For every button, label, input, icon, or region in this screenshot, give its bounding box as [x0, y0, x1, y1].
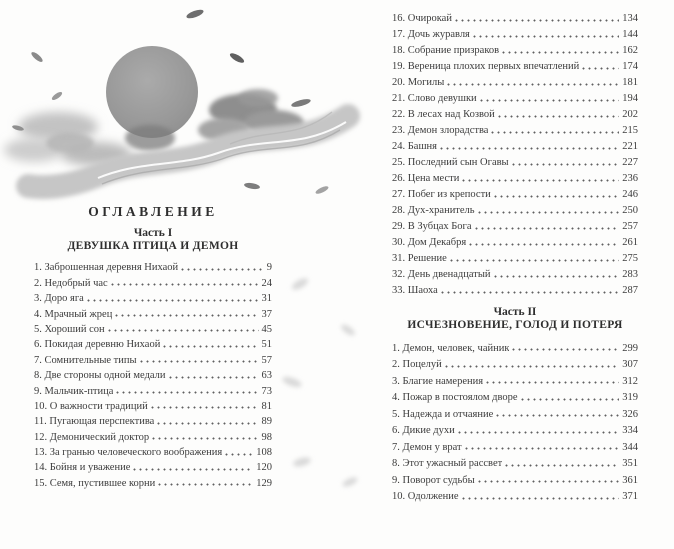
- toc-entry-page: 24: [261, 277, 272, 289]
- toc-entry-page: 371: [622, 491, 638, 502]
- toc-entry-title: 8. Две стороны одной медали: [34, 370, 166, 382]
- dot-leader: [494, 275, 620, 278]
- toc-entry: [392, 24, 638, 40]
- toc-entry-title: 12. Демонический доктор: [34, 431, 150, 443]
- toc-entry-page: 215: [622, 125, 638, 136]
- dot-leader: [521, 398, 620, 401]
- part2-label: Часть II: [493, 306, 537, 318]
- toc-entry-page: 37: [261, 308, 272, 320]
- toc-entry: [34, 366, 272, 381]
- cloud-icons-left: [4, 112, 132, 166]
- toc-entry-title: 32. День двенадцатый: [392, 269, 491, 280]
- toc-entry-title: 26. Цена мести: [392, 173, 460, 184]
- toc-entry: [34, 458, 272, 473]
- toc-entry: [392, 354, 638, 371]
- toc-entry-title: 27. Побег из крепости: [392, 189, 491, 200]
- toc-entry-page: 275: [622, 253, 638, 264]
- toc-entry-title: 17. Дочь журавля: [392, 29, 470, 40]
- toc-entry-title: 1. Заброшенная деревня Нихаой: [34, 262, 179, 274]
- toc-entry-title: 13. За гранью человеческого воображения: [34, 447, 223, 459]
- toc-entry-page: 246: [622, 189, 638, 200]
- toc-entry-page: 287: [622, 285, 638, 296]
- toc-entry-title: 3. Доро яга: [34, 293, 84, 305]
- dot-leader: [465, 447, 620, 450]
- toc-entry: [392, 248, 638, 264]
- toc-entry: [392, 72, 638, 88]
- toc-entry-page: 202: [622, 109, 638, 120]
- toc-entry: [34, 443, 272, 458]
- dot-leader: [115, 314, 258, 317]
- dot-leader: [152, 437, 258, 440]
- dot-leader: [458, 431, 620, 434]
- dot-leader: [502, 51, 619, 54]
- toc-entry-page: 9: [266, 262, 272, 274]
- dot-leader: [582, 67, 619, 70]
- toc-entry-page: 98: [261, 431, 272, 443]
- dot-leader: [445, 365, 620, 368]
- toc-entry-title: 23. Демон злорадства: [392, 125, 489, 136]
- dot-leader: [133, 468, 253, 471]
- toc-entry: [34, 412, 272, 427]
- dot-leader: [505, 464, 619, 467]
- dot-leader: [169, 376, 259, 379]
- toc-entry: [392, 216, 638, 232]
- toc-entry-page: 81: [261, 400, 272, 412]
- dot-leader: [480, 99, 620, 102]
- dot-leader: [181, 268, 264, 271]
- toc-entry-title: 10. Одолжение: [392, 491, 459, 502]
- toc-entry: [392, 200, 638, 216]
- toc-entry-title: 31. Решение: [392, 253, 447, 264]
- dot-leader: [486, 381, 619, 384]
- toc-entry-page: 250: [622, 205, 638, 216]
- right-page: [392, 8, 638, 502]
- toc-entry: [34, 473, 272, 488]
- toc-entry-title: 30. Дом Декабря: [392, 237, 467, 248]
- toc-entry-page: 108: [256, 447, 272, 459]
- toc-entry-page: 63: [261, 370, 272, 382]
- toc-entry-title: 18. Собрание призраков: [392, 45, 500, 56]
- toc-entry-page: 299: [622, 342, 638, 354]
- toc-entry-title: 5. Хороший сон: [34, 323, 105, 335]
- toc-entry-title: 4. Мрачный жрец: [34, 308, 113, 320]
- toc-entry-page: 307: [622, 359, 638, 370]
- toc-entry-title: 20. Могилы: [392, 77, 445, 88]
- toc-list-part1: [34, 258, 272, 489]
- toc-entry-page: 51: [261, 339, 272, 351]
- toc-entry: [392, 120, 638, 136]
- dot-leader: [512, 348, 619, 351]
- toc-entry-title: 29. В Зубцах Бога: [392, 221, 472, 232]
- toc-entry: [392, 280, 638, 296]
- toc-entry-title: 25. Последний сын Огавы: [392, 157, 509, 168]
- dot-leader: [151, 406, 259, 409]
- toc-entry-page: 326: [622, 408, 638, 420]
- toc-entry-title: 16. Очирокай: [392, 13, 452, 24]
- toc-entry: [392, 403, 638, 420]
- dot-leader: [441, 291, 619, 294]
- leaf-icons: [12, 8, 330, 195]
- toc-entry-page: 261: [622, 237, 638, 248]
- toc-entry-page: 351: [622, 458, 638, 469]
- toc-entry: [34, 427, 272, 442]
- toc-entry-title: 5. Надежда и отчаяние: [392, 408, 494, 420]
- toc-entry: [34, 304, 272, 319]
- dot-leader: [462, 179, 619, 182]
- toc-entry-page: 181: [622, 77, 638, 88]
- toc-entry-title: 10. О важности традиций: [34, 400, 148, 412]
- toc-entry: [34, 258, 272, 273]
- toc-entry: [392, 56, 638, 72]
- toc-entry-page: 89: [261, 416, 272, 428]
- toc-entry-page: 144: [622, 29, 638, 40]
- toc-entry-title: 14. Бойня и уважение: [34, 462, 131, 474]
- toc-entry-page: 221: [622, 141, 638, 152]
- toc-entry-page: 174: [622, 61, 638, 72]
- toc-entry-page: 361: [622, 474, 638, 486]
- part2-title: ИСЧЕЗНОВЕНИЕ, ГОЛОД И ПОТЕРЯ: [407, 319, 623, 331]
- toc-heading: ОГЛАВЛЕНИЕ: [88, 204, 218, 219]
- toc-entry: [392, 370, 638, 387]
- toc-entry: [392, 337, 638, 354]
- dot-leader: [225, 453, 253, 456]
- part1-label: Часть I: [133, 227, 173, 239]
- dot-leader: [494, 195, 619, 198]
- dot-leader: [450, 259, 619, 262]
- toc-entry-title: 11. Пугающая перспектива: [34, 416, 155, 428]
- dot-leader: [469, 243, 619, 246]
- toc-entry-page: 120: [256, 462, 272, 474]
- toc-entry: [392, 152, 638, 168]
- toc-entry-title: 7. Сомнительные типы: [34, 354, 137, 366]
- toc-entry-page: 334: [622, 425, 638, 436]
- dot-leader: [108, 329, 259, 332]
- toc-entry-page: 283: [622, 269, 638, 280]
- toc-entry-title: 28. Дух-хранитель: [392, 205, 475, 216]
- gutter-petal-icons: [281, 276, 358, 489]
- toc-entry: [34, 397, 272, 412]
- dot-leader: [491, 131, 619, 134]
- toc-entry-title: 6. Покидая деревню Нихаой: [34, 339, 161, 351]
- toc-entry-title: 8. Этот ужасный рассвет: [392, 458, 503, 469]
- toc-entry: [392, 184, 638, 200]
- toc-entry-title: 3. Благие намерения: [392, 375, 484, 387]
- dot-leader: [163, 345, 258, 348]
- left-page: [34, 204, 272, 489]
- dot-leader: [111, 283, 259, 286]
- dot-leader: [87, 299, 259, 302]
- dot-leader: [478, 480, 620, 483]
- part2-header: [392, 306, 638, 331]
- toc-entry-title: 9. Поворот судьбы: [392, 474, 475, 486]
- dot-leader: [462, 497, 620, 500]
- toc-entry: [392, 436, 638, 453]
- toc-entry: [392, 40, 638, 56]
- toc-entry-title: 4. Пожар в постоялом дворе: [392, 392, 518, 403]
- moon-icon: [106, 46, 198, 151]
- toc-entry: [392, 8, 638, 24]
- toc-entry-title: 22. В лесах над Козвой: [392, 109, 495, 120]
- toc-entry: [392, 168, 638, 184]
- toc-entry-title: 1. Демон, человек, чайник: [392, 342, 510, 354]
- toc-entry: [392, 136, 638, 152]
- toc-entry-title: 21. Слово девушки: [392, 93, 477, 104]
- river-icon: [28, 112, 348, 187]
- toc-entry: [34, 320, 272, 335]
- toc-entry: [34, 289, 272, 304]
- dot-leader: [140, 360, 259, 363]
- toc-list-part2: [392, 337, 638, 502]
- toc-entry-title: 2. Поцелуй: [392, 359, 442, 370]
- toc-entry-title: 19. Вереница плохих первых впечатлений: [392, 61, 580, 72]
- toc-entry-page: 257: [622, 221, 638, 232]
- dot-leader: [498, 115, 620, 118]
- toc-entry: [392, 420, 638, 437]
- toc-entry-page: 45: [261, 323, 272, 335]
- dot-leader: [475, 227, 620, 230]
- toc-entry-page: 227: [622, 157, 638, 168]
- toc-entry-title: 6. Дикие духи: [392, 425, 455, 436]
- cloud-icons-right: [198, 89, 304, 142]
- dot-leader: [496, 414, 619, 417]
- toc-entry-title: 15. Семя, пустившее корни: [34, 477, 156, 489]
- toc-entry-title: 33. Шаоха: [392, 285, 438, 296]
- toc-entry: [392, 469, 638, 486]
- toc-entry-title: 7. Демон у врат: [392, 441, 462, 453]
- toc-entry-page: 162: [622, 45, 638, 56]
- toc-entry-page: 129: [256, 477, 272, 489]
- toc-entry: [392, 387, 638, 404]
- toc-entry-page: 319: [622, 392, 638, 403]
- toc-entry: [392, 104, 638, 120]
- toc-entry: [392, 486, 638, 503]
- toc-entry: [392, 453, 638, 470]
- toc-entry-page: 57: [261, 354, 272, 366]
- dot-leader: [447, 83, 619, 86]
- toc-entry: [392, 264, 638, 280]
- toc-entry-page: 194: [622, 93, 638, 104]
- toc-entry-page: 134: [622, 13, 638, 24]
- dot-leader: [455, 19, 619, 22]
- toc-entry: [392, 232, 638, 248]
- dot-leader: [157, 422, 258, 425]
- dot-leader: [440, 147, 619, 150]
- toc-list-part1-continued: [392, 8, 638, 296]
- toc-entry-page: 236: [622, 173, 638, 184]
- toc-entry-title: 24. Башня: [392, 141, 437, 152]
- dot-leader: [116, 391, 258, 394]
- toc-entry: [34, 335, 272, 350]
- toc-entry-page: 344: [622, 441, 638, 453]
- toc-entry: [34, 350, 272, 365]
- dot-leader: [473, 35, 619, 38]
- toc-entry-page: 312: [622, 375, 638, 387]
- toc-entry-page: 73: [261, 385, 272, 397]
- toc-entry: [34, 273, 272, 288]
- part1-title: ДЕВУШКА ПТИЦА И ДЕМОН: [67, 240, 239, 252]
- dot-leader: [512, 163, 620, 166]
- dot-leader: [478, 211, 620, 214]
- dot-leader: [158, 483, 253, 486]
- toc-entry: [392, 88, 638, 104]
- toc-entry-title: 2. Недобрый час: [34, 277, 108, 289]
- toc-entry-title: 9. Мальчик-птица: [34, 385, 114, 397]
- toc-entry-page: 31: [261, 293, 272, 305]
- toc-entry: [34, 381, 272, 396]
